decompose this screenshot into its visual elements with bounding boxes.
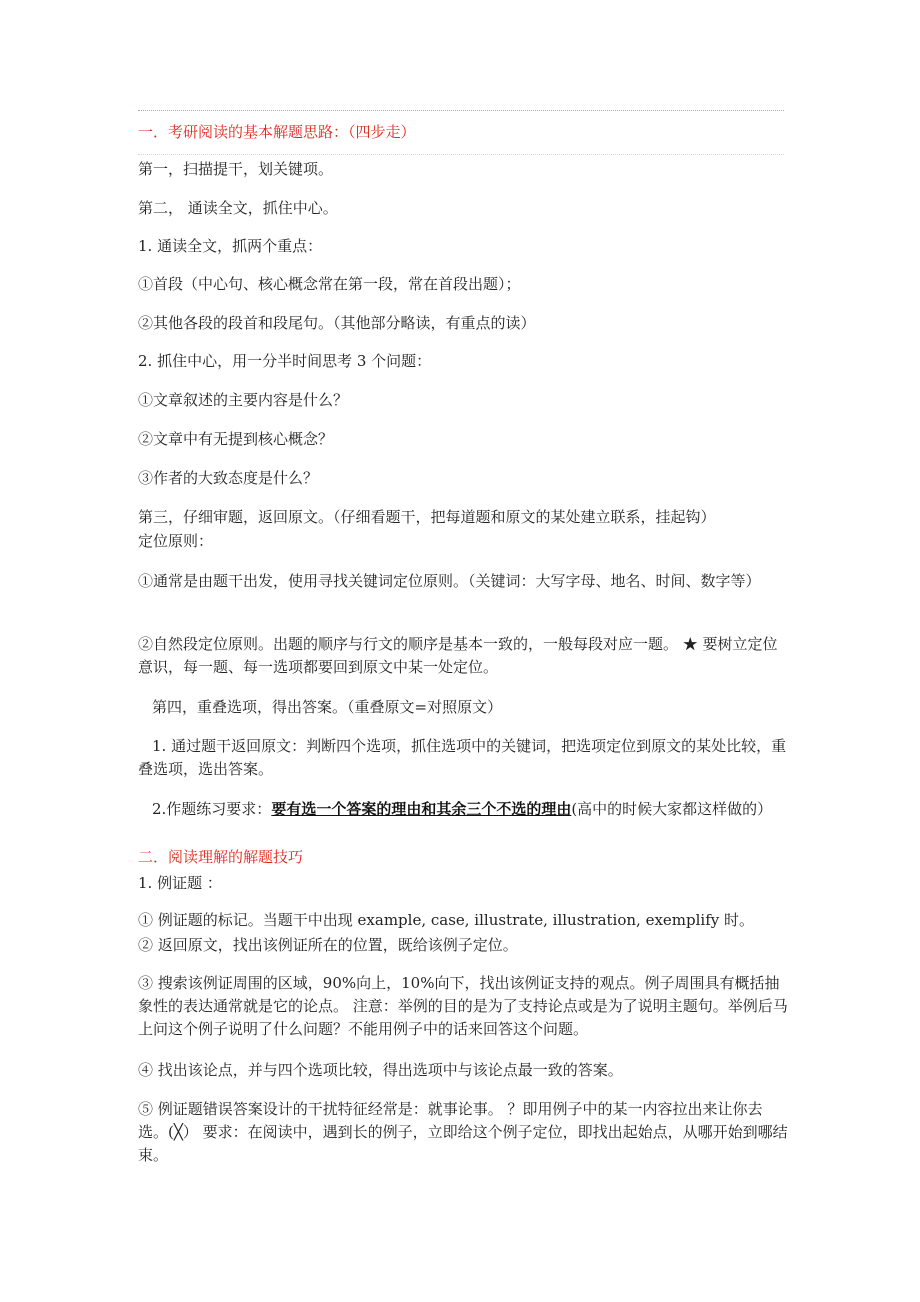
step2-text: 第二， 通读全文，抓住中心。	[138, 199, 338, 217]
step4-item2-emphasis: 要有选一个答案的理由和其余三个不选的理由	[271, 800, 572, 818]
example-point2: ② 返回原文，找出该例证所在的位置，既给该例子定位。	[138, 936, 518, 954]
step4-text: 第四，重叠选项，得出答案。（重叠原文=对照原文）	[152, 698, 503, 716]
step4-item2-suffix: (高中的时候大家都这样做的）	[571, 800, 773, 818]
section2-heading: 二．阅读理解的解题技巧	[138, 848, 304, 866]
example-point1: ① 例证题的标记。当题干中出现 example, case, illustrate, illustration, exemplify 时。	[138, 911, 755, 929]
step4-item2	[138, 798, 788, 821]
heading-divider	[138, 154, 784, 155]
question1-text: ①文章叙述的主要内容是什么？	[138, 391, 349, 409]
example-point4: ④ 找出该论点，并与四个选项比较，得出选项中与该论点最一致的答案。	[138, 1061, 623, 1079]
step3-line1: 第三，仔细审题，返回原文。（仔细看题干，把每道题和原文的某处建立联系，挂起钩）	[138, 508, 716, 526]
step4-item2-prefix: 2.作题练习要求：	[152, 800, 272, 818]
item1-text: 1. 通读全文，抓两个重点：	[138, 237, 323, 255]
rule2-text: ②自然段定位原则。出题的顺序与行文的顺序是基本一致的，一般每段对应一题。 ★ 要树立定位意识，每一题、每一选项都要回到原文中某一处定位。	[138, 635, 778, 676]
item1a-text: ①首段（中心句、核心概念常在第一段，常在首段出题）；	[138, 275, 521, 293]
step3-line2: 定位原则：	[138, 532, 214, 550]
item2-text: 2. 抓住中心，用一分半时间思考 3 个问题：	[138, 352, 432, 370]
question2-text: ②文章中有无提到核心概念？	[138, 430, 334, 448]
section1-heading: 一．考研阅读的基本解题思路：（四步走）	[138, 123, 416, 141]
step4-item1: 1. 通过题干返回原文：判断四个选项，抓住选项中的关键词，把选项定位到原文的某处比较，重叠选项，选出答案。	[138, 737, 787, 778]
item1b-text: ②其他各段的段首和段尾句。（其他部分略读，有重点的读）	[138, 314, 536, 332]
top-divider	[138, 110, 784, 111]
rule1-text: ①通常是由题干出发，使用寻找关键词定位原则。（关键词：大写字母、地名、时间、数字等）	[138, 572, 761, 590]
question3-text: ③作者的大致态度是什么？	[138, 469, 319, 487]
step1-text: 第一，扫描提干，划关键项。	[138, 160, 334, 178]
example-point3: ③ 搜索该例证周围的区域，90%向上，10%向下，找出该例证支持的观点。例子周围具有概括抽象性的表达通常就是它的论点。 注意：举例的目的是为了支持论点或是为了说明主题句。举例后马上问这个例子说明了什么问题？不能用例子中的话来回答这个问题。	[138, 974, 788, 1038]
example-point5: ⑤ 例证题错误答案设计的干扰特征经常是：就事论事。 ？即用例子中的某一内容拉出来让你去选。(╳） 要求：在阅读中，遇到长的例子，立即给这个例子定位，即找出起始点，从哪开始到哪结束。	[138, 1100, 788, 1164]
section2-sub1: 1. 例证题 ：	[138, 874, 222, 892]
